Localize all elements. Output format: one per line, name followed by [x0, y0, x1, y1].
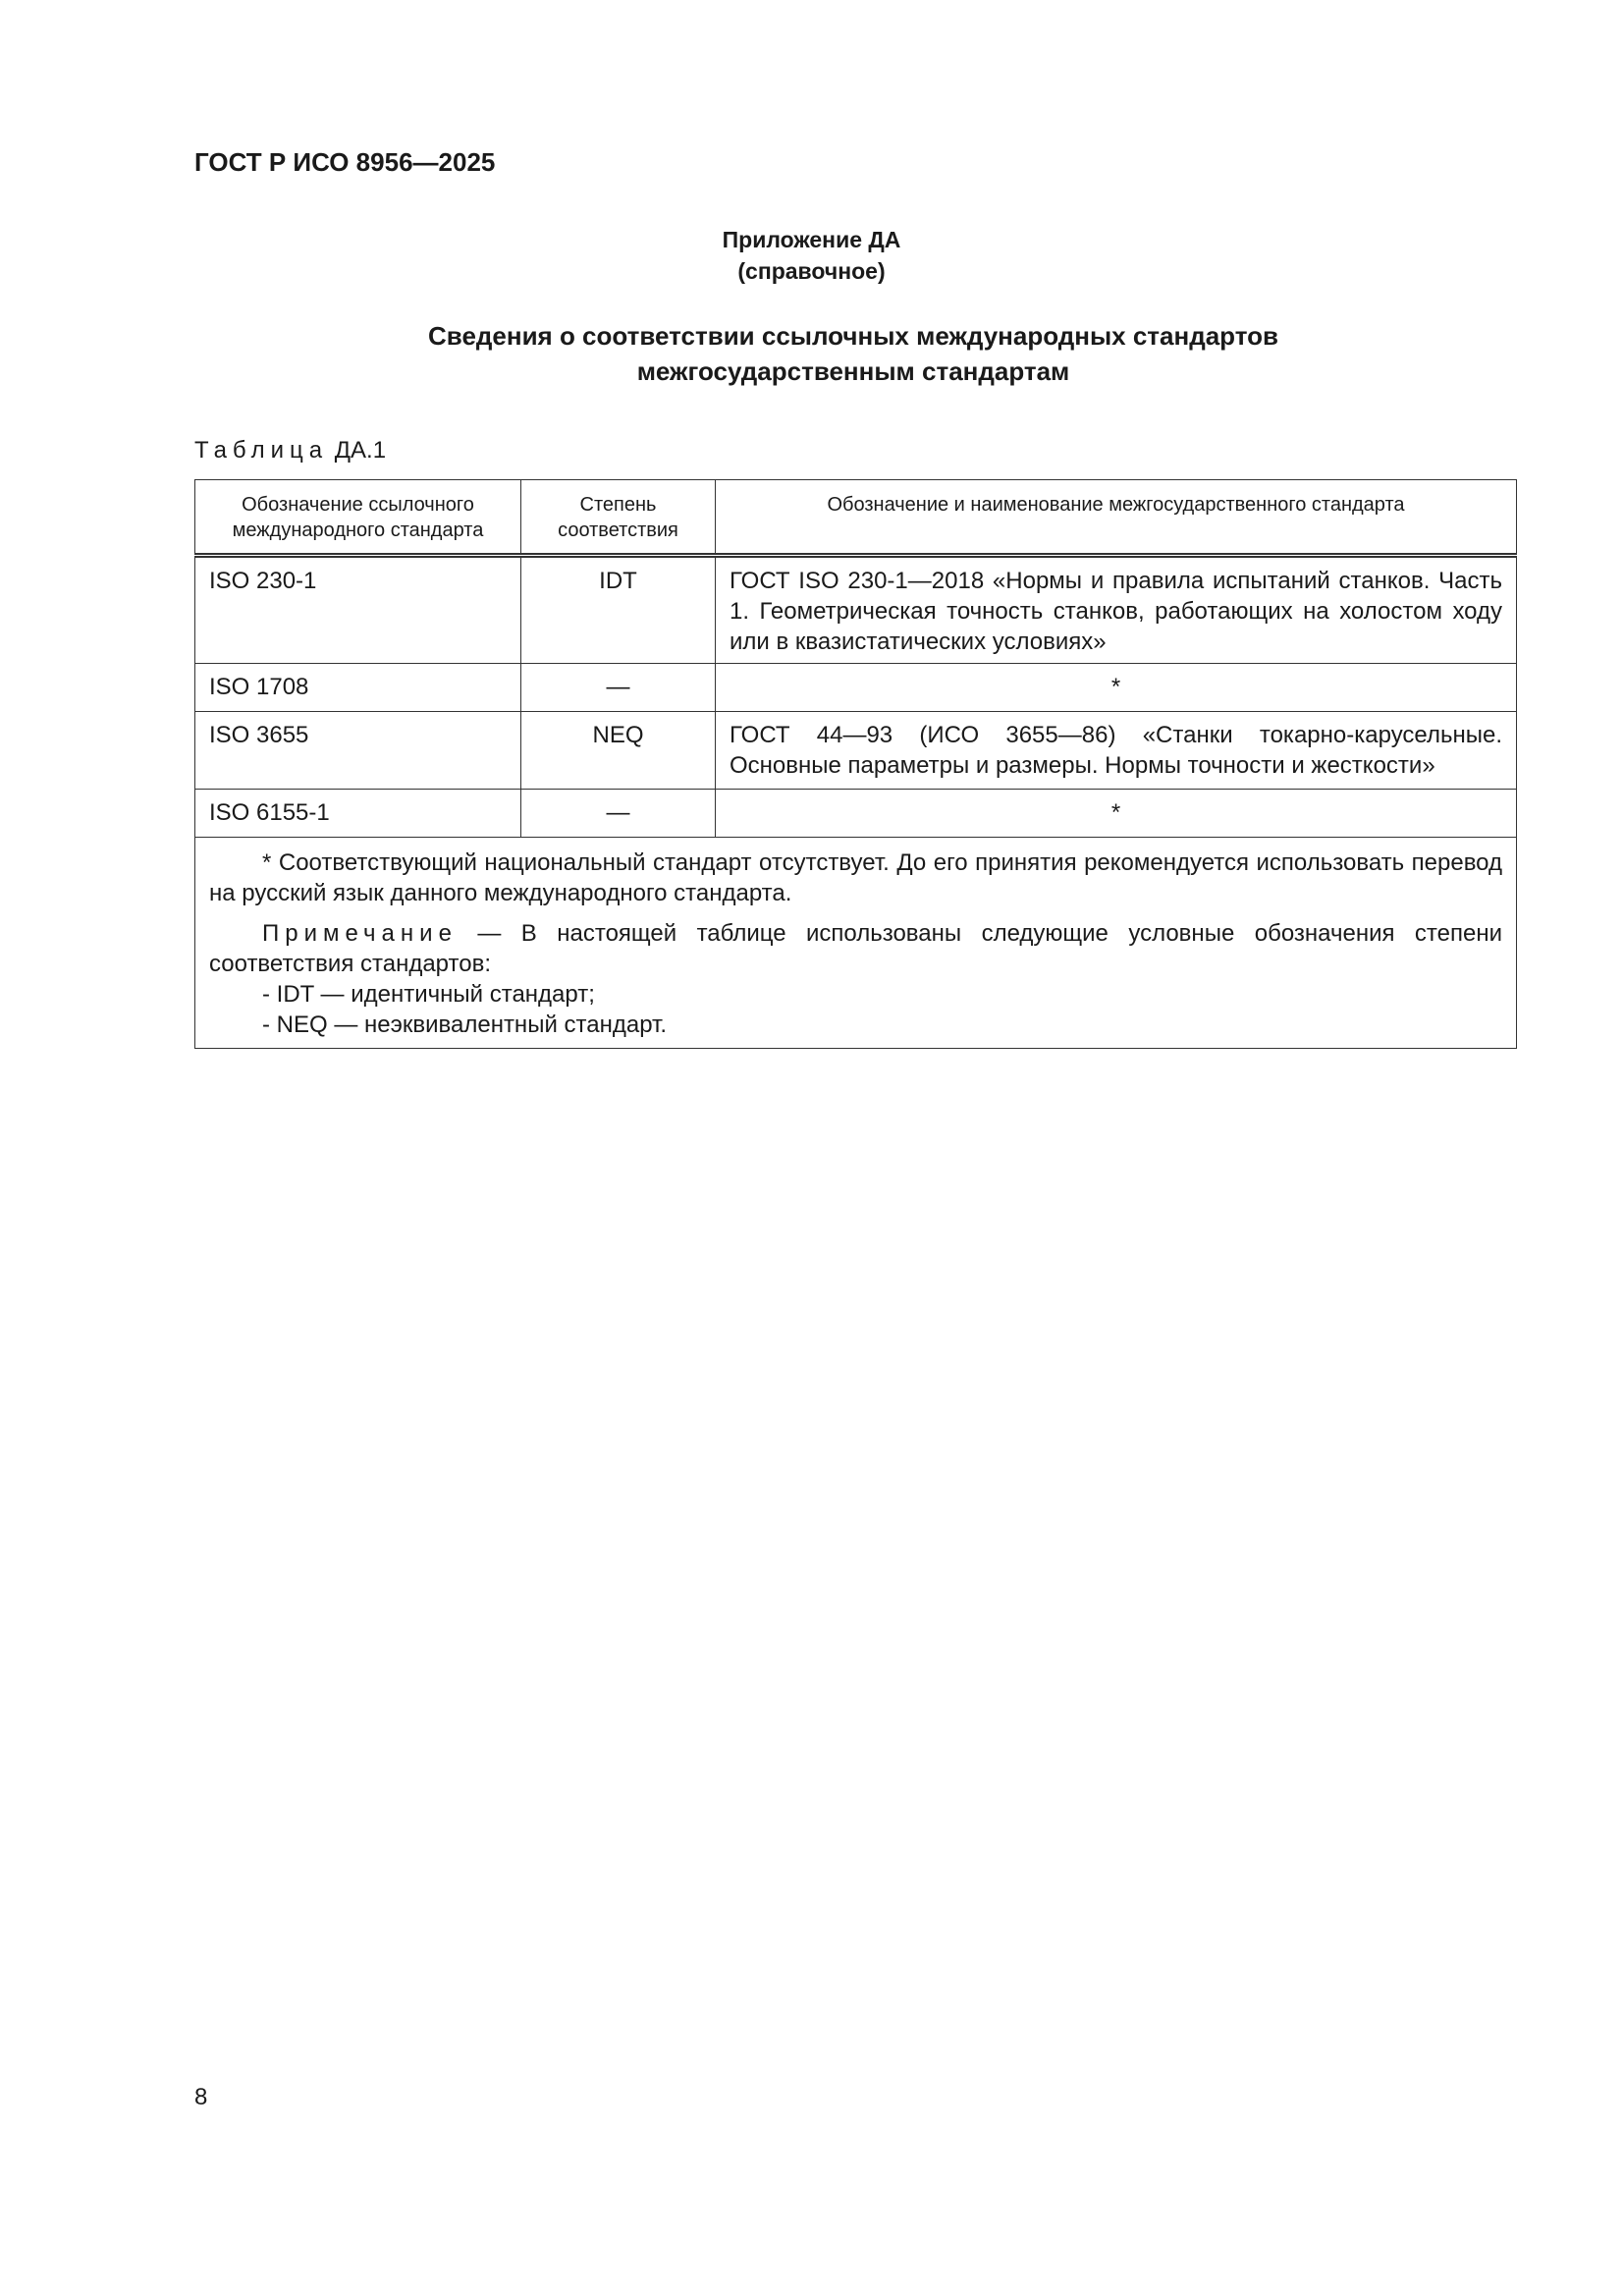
cell-intl-standard: ISO 1708 [195, 664, 521, 712]
document-code: ГОСТ Р ИСО 8956—2025 [194, 147, 496, 177]
correspondence-table [194, 479, 1517, 1049]
legend-item-idt: - IDT — идентичный стандарт; [262, 981, 595, 1008]
cell-degree: — [521, 790, 716, 838]
table-row [195, 712, 1517, 790]
table-notes-row [195, 838, 1517, 1049]
legend-item-neq: - NEQ — неэквивалентный стандарт. [262, 1011, 668, 1038]
cell-intl-standard: ISO 6155-1 [195, 790, 521, 838]
cell-degree: NEQ [521, 712, 716, 790]
column-header-intl-standard: Обозначение ссылочного международного стандарта [195, 480, 521, 556]
table-footnote: * Соответствующий национальный стандарт отсутствует. До его принятия рекомендуется использовать перевод на русский язык данного международного стандарта. [209, 849, 1502, 906]
page-number: 8 [194, 2084, 208, 2110]
note-text: — В настоящей таблице использованы следующие условные обозначения степени соответствия стандартов: [209, 920, 1502, 977]
table-row [195, 556, 1517, 664]
column-header-national-standard: Обозначение и наименование межгосударственного стандарта [716, 480, 1517, 556]
main-title-line-1: Сведения о соответствии ссылочных международных стандартов [428, 321, 1278, 351]
cell-intl-standard: ISO 3655 [195, 712, 521, 790]
annex-heading [0, 224, 1623, 287]
annex-title: Приложение ДА [722, 227, 901, 252]
cell-national-standard: * [716, 664, 1517, 712]
annex-type: (справочное) [737, 258, 886, 284]
column-header-degree: Степень соответствия [521, 480, 716, 556]
table-row [195, 664, 1517, 712]
note-label: Примечание [262, 920, 458, 947]
main-title-line-2: межгосударственным стандартам [636, 356, 1070, 386]
cell-degree: — [521, 664, 716, 712]
table-caption [194, 437, 386, 465]
table-header-row [195, 480, 1517, 556]
table-note [209, 918, 1502, 979]
cell-national-standard: ГОСТ ISO 230-1—2018 «Нормы и правила испытаний станков. Часть 1. Геометрическая точность станков, работающих на холостом ходу или в квазистатических условиях» [716, 556, 1517, 664]
table-row [195, 790, 1517, 838]
main-title [0, 318, 1623, 389]
cell-degree: IDT [521, 556, 716, 664]
cell-national-standard: ГОСТ 44—93 (ИСО 3655—86) «Станки токарно-карусельные. Основные параметры и размеры. Нормы точности и жесткости» [716, 712, 1517, 790]
table-caption-label: Таблица [194, 437, 329, 464]
correspondence-table-wrapper [194, 479, 1516, 1049]
table-notes [195, 838, 1517, 1049]
cell-intl-standard: ISO 230-1 [195, 556, 521, 664]
table-caption-number: ДА.1 [334, 437, 387, 464]
cell-national-standard: * [716, 790, 1517, 838]
